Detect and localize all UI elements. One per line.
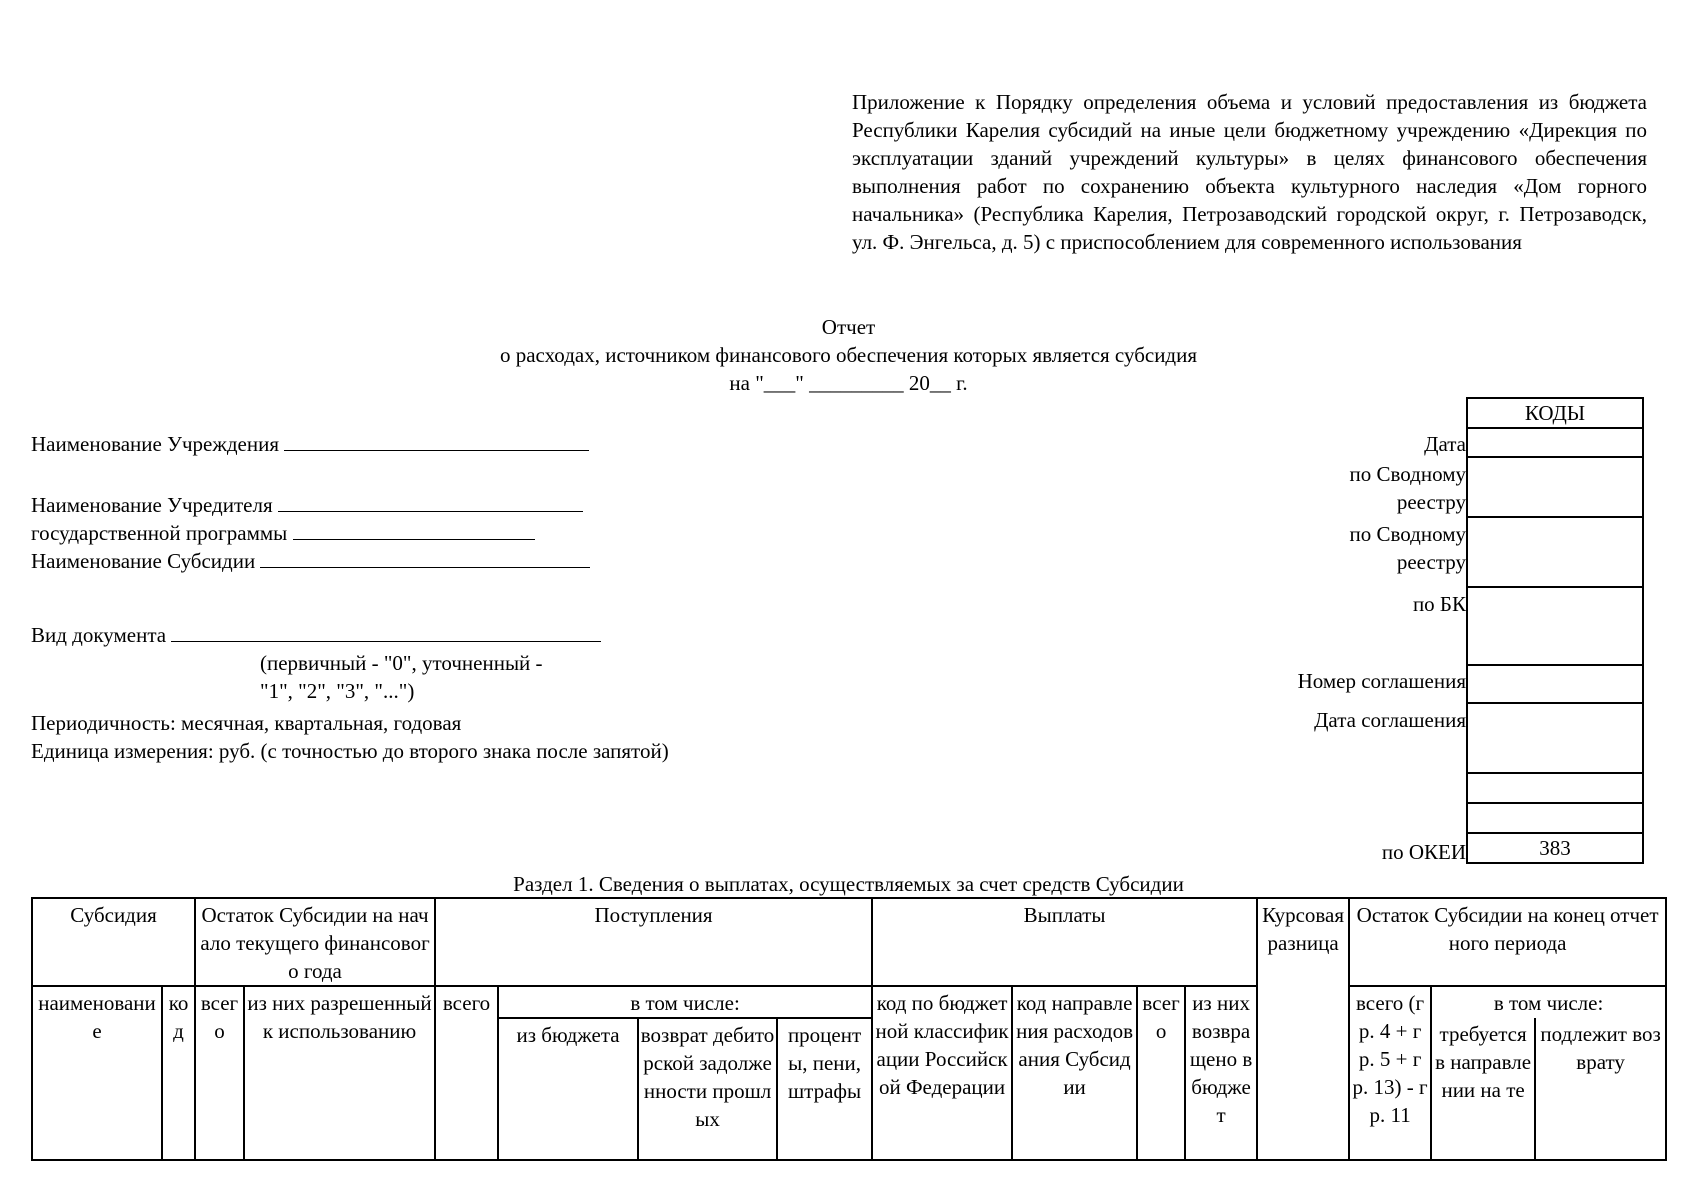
th-to-return: подлежит возврату — [1535, 1018, 1666, 1160]
th-total-payments: всего — [1137, 986, 1185, 1160]
th-subsidy: Субсидия — [32, 898, 195, 986]
unit-of-measure: Единица измерения: руб. (с точностью до второго знака после запятой) — [31, 739, 669, 763]
codes-label-agreement-number: Номер соглашения — [1297, 669, 1466, 693]
section1-title: Раздел 1. Сведения о выплатах, осуществляемых за счет средств Субсидии — [513, 872, 1184, 896]
th-bk-code: код по бюджетной классификации Российской Федерации — [872, 986, 1012, 1160]
subsidy-blank[interactable] — [260, 547, 590, 568]
institution-blank[interactable] — [284, 430, 589, 451]
th-return-debt: возврат дебиторской задолженности прошлых — [638, 1018, 777, 1160]
th-returned: из них возвращено в бюджет — [1185, 986, 1257, 1160]
code-cell-extra-2[interactable] — [1467, 803, 1643, 833]
code-cell-bk[interactable] — [1467, 587, 1643, 665]
th-total-receipts: всего — [435, 986, 498, 1160]
th-total-start: всего — [195, 986, 244, 1160]
th-exchange-diff: Курсовая разница — [1257, 898, 1349, 1160]
code-cell-registry2[interactable] — [1467, 517, 1643, 587]
report-title: Отчет — [821, 315, 876, 339]
appendix-note: Приложение к Порядку определения объема и условий предоставления из бюджета Республики Карелия субсидий на иные цели бюджетному учреждению «Дирекция по эксплуатации зданий учреждений культуры» в целях финансового обеспечения выполнения работ по сохранению объекта культурного наследия «Дом горного начальника» (Республика Карелия, Петрозаводский городской округ, г. Петрозаводск, ул. Ф. Энгельса, д. 5) с приспособлением для современного использования — [852, 90, 1647, 254]
doc-type-label: Вид документа — [31, 623, 167, 647]
th-direction-code: код направления расходования Субсидии — [1012, 986, 1137, 1160]
report-subtitle: о расходах, источником финансового обеспечения которых является субсидия — [499, 343, 1198, 367]
institution-row — [31, 430, 589, 458]
founder-label: Наименование Учредителя — [31, 493, 273, 517]
th-incl-end: в том числе: — [1431, 986, 1666, 1018]
code-cell-date[interactable] — [1467, 428, 1643, 457]
program-label: государственной программы — [31, 521, 288, 545]
th-incl-receipts: в том числе: — [498, 986, 872, 1018]
th-total-end: всего (гр. 4 + гр. 5 + гр. 13) - гр. 11 — [1349, 986, 1431, 1160]
code-cell-registry1[interactable] — [1467, 457, 1643, 517]
code-cell-okei[interactable]: 383 — [1467, 833, 1643, 863]
th-receipts: Поступления — [435, 898, 872, 986]
codes-label-registry2-a: по Сводному — [1349, 522, 1466, 546]
doc-type-blank[interactable] — [171, 621, 601, 642]
codes-label-registry1-a: по Сводному — [1349, 462, 1466, 486]
th-from-budget: из бюджета — [498, 1018, 638, 1160]
founder-row — [31, 491, 583, 519]
subsidy-row — [31, 547, 590, 575]
codes-label-bk: по БК — [1412, 592, 1466, 616]
th-name: наименование — [32, 986, 162, 1160]
codes-header: КОДЫ — [1467, 398, 1643, 428]
codes-label-agreement-date: Дата соглашения — [1314, 708, 1466, 732]
codes-label-date: Дата — [1424, 432, 1466, 456]
th-allowed: из них разрешенный к использованию — [244, 986, 435, 1160]
report-date-line: на "___" _________ 20__ г. — [729, 371, 968, 395]
codes-table — [1466, 397, 1644, 864]
codes-label-registry1-b: реестру — [1396, 490, 1466, 514]
periodicity: Периодичность: месячная, квартальная, годовая — [31, 711, 462, 735]
th-payments: Выплаты — [872, 898, 1257, 986]
subsidy-label: Наименование Субсидии — [31, 549, 256, 573]
doc-type-row — [31, 621, 601, 649]
program-blank[interactable] — [293, 519, 535, 540]
code-cell-agreement-date[interactable] — [1467, 703, 1643, 773]
code-cell-extra-1[interactable] — [1467, 773, 1643, 803]
section1-table — [31, 897, 1667, 1161]
doc-type-hint-2: "1", "2", "3", "...") — [260, 679, 415, 703]
doc-type-hint-1: (первичный - "0", уточненный - — [260, 651, 543, 675]
code-cell-agreement-number[interactable] — [1467, 665, 1643, 703]
institution-label: Наименование Учреждения — [31, 432, 279, 456]
founder-blank[interactable] — [278, 491, 583, 512]
th-code: код — [162, 986, 195, 1160]
codes-label-okei: по ОКЕИ — [1381, 840, 1466, 864]
program-row — [31, 519, 535, 547]
codes-label-registry2-b: реестру — [1396, 550, 1466, 574]
th-interest: проценты, пени, штрафы — [777, 1018, 872, 1160]
th-balance-end: Остаток Субсидии на конец отчетного периода — [1349, 898, 1666, 986]
th-required: требуется в направлении на те — [1431, 1018, 1535, 1160]
th-balance-start: Остаток Субсидии на начало текущего финансового года — [195, 898, 435, 986]
